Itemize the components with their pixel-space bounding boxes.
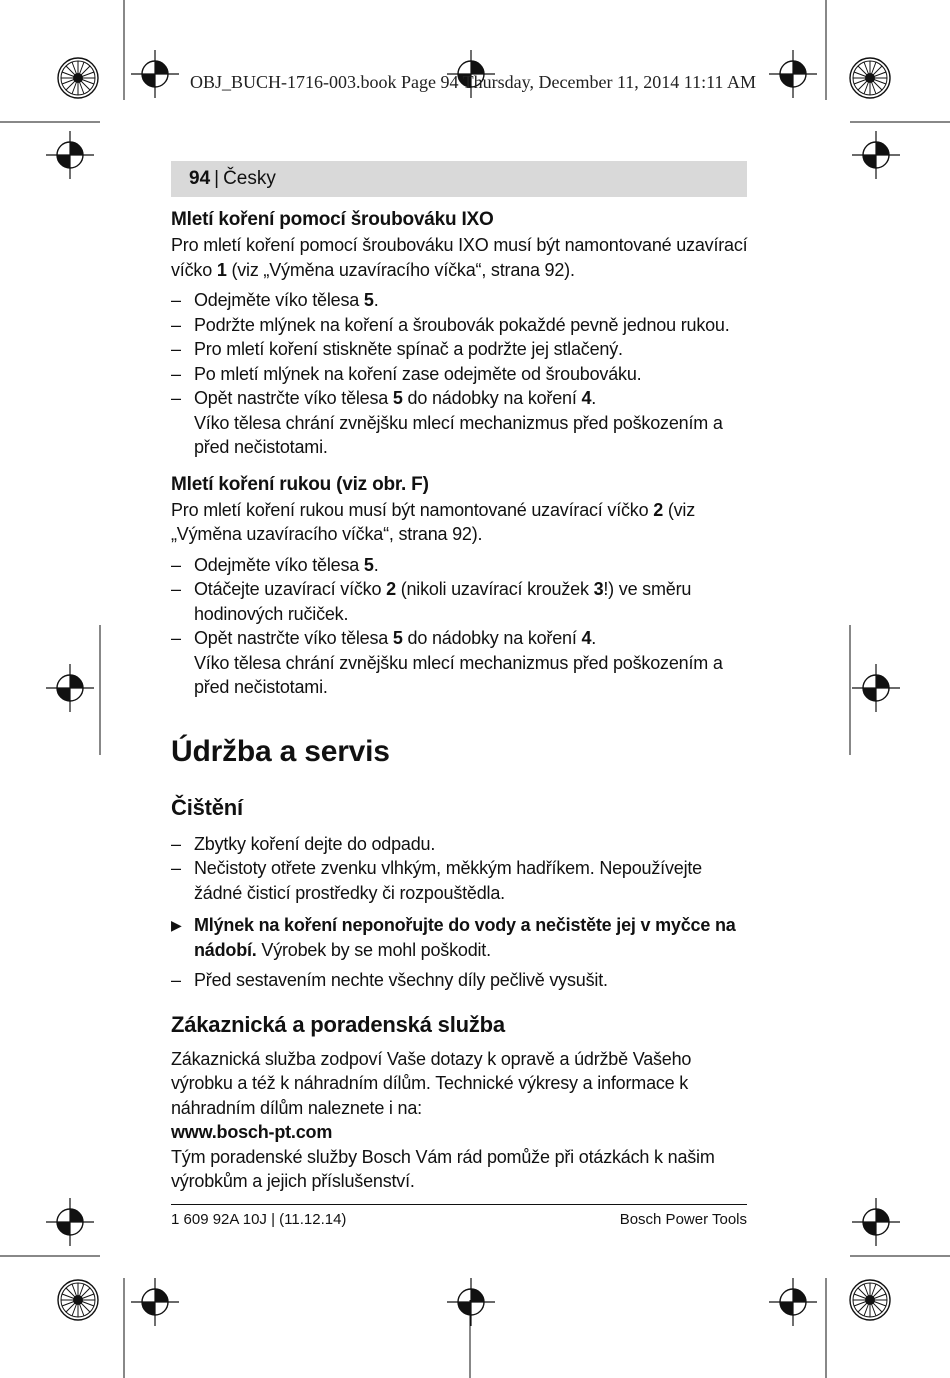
instruction-list-cleaning [171, 832, 749, 906]
service-url[interactable]: www.bosch-pt.com [171, 1122, 333, 1142]
triangle-bullet-icon: ▶ [171, 917, 182, 933]
section-heading-ixo: Mletí koření pomocí šroubováku IXO [171, 209, 494, 230]
instruction-list-hand [171, 553, 749, 700]
list-item: – Pro mletí koření stiskněte spínač a podržte jej stlačený. [171, 337, 749, 362]
section-heading-service: Zákaznická a poradenská služba [171, 1011, 505, 1037]
header-language: Česky [223, 168, 276, 189]
list-item: – Zbytky koření dejte do odpadu. [171, 832, 749, 857]
chapter-heading-maintenance: Údržba a servis [171, 734, 390, 768]
section-heading-cleaning: Čištění [171, 794, 243, 820]
print-slug-line: OBJ_BUCH-1716-003.book Page 94 Thursday, December 11, 2014 11:11 AM [190, 72, 756, 92]
page-content [171, 207, 749, 1194]
instruction-list-ixo [171, 288, 749, 460]
list-item: – Po mletí mlýnek na koření zase odejměte od šroubováku. [171, 362, 749, 387]
footer-doc-id: 1 609 92A 10J | (11.12.14) [171, 1211, 347, 1228]
list-item: – Podržte mlýnek na koření a šroubovák pokaždé pevně jednou rukou. [171, 313, 749, 338]
list-item: – Otáčejte uzavírací víčko 2 (nikoli uzavírací kroužek 3!) ve směru hodinových ručiček. [171, 577, 749, 626]
list-item: – Nečistoty otřete zvenku vlhkým, měkkým hadříkem. Nepoužívejte žádné čisticí prostředky či rozpouštědla. [171, 856, 749, 905]
page-number: 94 [189, 168, 211, 189]
section-heading-hand: Mletí koření rukou (viz obr. F) [171, 473, 429, 495]
list-item: – Opět nastrčte víko tělesa 5 do nádobky na koření 4. Víko tělesa chrání zvnějšku mlecí mechanizmus před poškozením a před nečistotami. [171, 386, 749, 460]
paragraph-hand-intro: Pro mletí koření rukou musí být namontované uzavírací víčko 2 (viz „Výměna uzavíracího víčka“, strana 92). [171, 499, 696, 544]
instruction-list-drying [171, 968, 749, 993]
list-item: – Před sestavením nechte všechny díly pečlivě vysušit. [171, 968, 749, 993]
warning-item: ▶ Mlýnek na koření neponořujte do vody a nečistěte jej v myčce na nádobí. Výrobek by se mohl poškodit. [171, 915, 736, 960]
paragraph-service: Zákaznická služba zodpoví Vaše dotazy k opravě a údržbě Vašeho výrobku a též k náhradním dílům. Technické výkresy a informace k náhradním dílům naleznete i na: [171, 1048, 692, 1118]
header-separator: | [214, 168, 220, 189]
paragraph-advisory: Tým poradenské služby Bosch Vám rád pomůže při otázkách k našim výrobkům a jejich příslušenství. [171, 1146, 715, 1191]
list-item: – Odejměte víko tělesa 5. [171, 288, 749, 313]
list-item: – Opět nastrčte víko tělesa 5 do nádobky na koření 4. Víko tělesa chrání zvnějšku mlecí mechanizmus před poškozením a před nečistotami. [171, 626, 749, 700]
paragraph-ixo-intro: Pro mletí koření pomocí šroubováku IXO musí být namontované uzavírací víčko 1 (viz „Výměna uzavíracího víčka“, strana 92). [171, 235, 748, 280]
footer-brand: Bosch Power Tools [619, 1211, 747, 1228]
page-header [171, 161, 747, 197]
list-item: – Odejměte víko tělesa 5. [171, 553, 749, 578]
page-footer [171, 1204, 747, 1228]
